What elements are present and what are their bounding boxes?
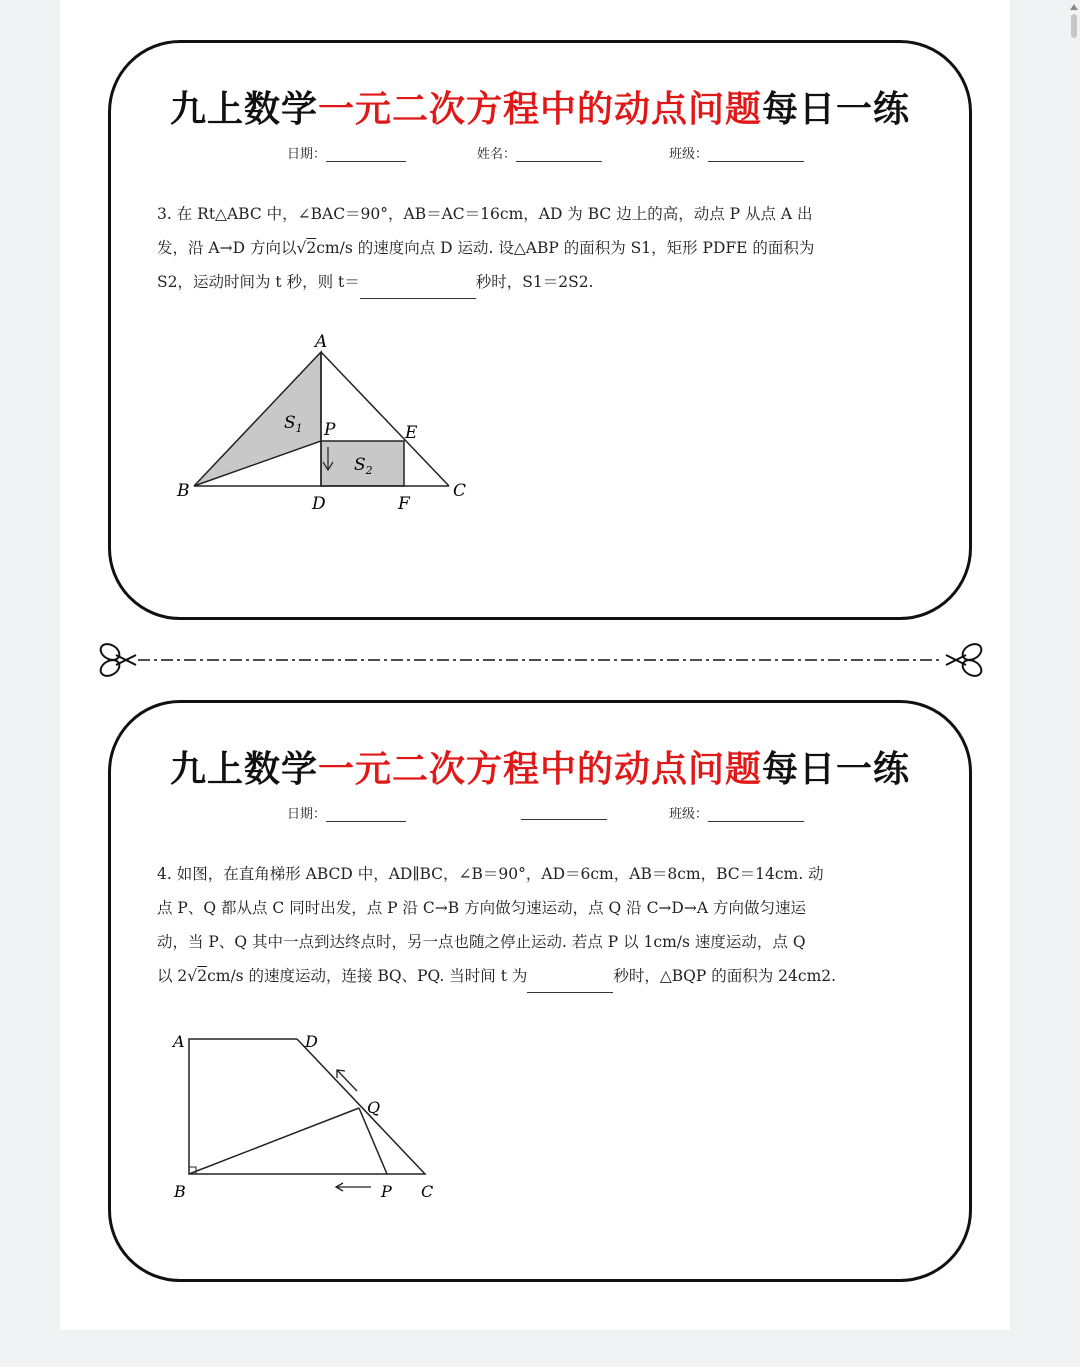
- label-D: D: [312, 494, 326, 514]
- scroll-thumb[interactable]: [1071, 14, 1077, 38]
- scissors-icon: [98, 641, 136, 679]
- scissors-icon: [946, 641, 984, 679]
- label-C: C: [421, 1182, 434, 1201]
- date-field[interactable]: 日期：: [287, 143, 406, 162]
- class-field[interactable]: 班级：: [669, 803, 804, 822]
- label-E: E: [405, 423, 418, 443]
- label-F: F: [398, 494, 410, 514]
- region-s1: [194, 352, 321, 486]
- worksheet-title: 九上数学一元二次方程中的动点问题每日一练: [169, 88, 911, 130]
- label-D: D: [305, 1032, 318, 1051]
- info-fields: [111, 803, 969, 827]
- label-B: B: [174, 1182, 186, 1201]
- scroll-up-arrow-icon[interactable]: [1070, 4, 1078, 10]
- label-B: B: [177, 481, 190, 501]
- info-fields: [111, 143, 969, 167]
- exercise-card-4: [108, 700, 972, 1282]
- cut-line: [96, 640, 986, 680]
- label-P: P: [324, 420, 336, 440]
- date-field[interactable]: 日期：: [287, 803, 406, 822]
- label-A: A: [315, 332, 328, 352]
- label-P: P: [381, 1182, 392, 1201]
- exercise-card-3: [108, 40, 972, 620]
- scrollbar[interactable]: [1068, 0, 1080, 1367]
- trapezoid-figure: [161, 1025, 461, 1205]
- answer-blank[interactable]: [360, 280, 476, 299]
- triangle-figure: [171, 331, 491, 521]
- problem-3-text: 3. 在 Rt△ABC 中，∠BAC＝90°，AB＝AC＝16cm，AD 为 BC 边上的高，动点 P 从点 A 出 发，沿 A→D 方向以√2cm/s 的速度向点 D 运动. 设△ABP 的面积为 S1，矩形 PDFE 的面积为 S2，运动时间为 t 秒，则 t＝ 秒时，S1＝2S2.: [157, 197, 931, 299]
- problem-4-text: 4. 如图，在直角梯形 ABCD 中，AD∥BC，∠B＝90°，AD＝6cm，AB＝8cm，BC＝14cm. 动 点 P、Q 都从点 C 同时出发，点 P 沿 C→B 方向做匀速运动，点 Q 沿 C→D→A 方向做匀速运 动，当 P、Q 其中一点到达终点时，另一点也随之停止运动. 若点 P 以 1cm/s 速度运动，点 Q 以 2√2cm/s 的速度运动，连接 BQ、PQ. 当时间 t 为 秒时，△BQP 的面积为 24cm2.: [157, 857, 931, 993]
- label-C: C: [453, 481, 467, 501]
- name-field[interactable]: [521, 803, 607, 820]
- answer-blank[interactable]: [527, 974, 613, 993]
- label-Q: Q: [367, 1098, 381, 1117]
- arrow-up-left-icon: [337, 1070, 357, 1091]
- class-field[interactable]: 班级：: [669, 143, 804, 162]
- label-S1: $S_1$: [284, 413, 303, 435]
- name-field[interactable]: 姓名：: [477, 143, 602, 162]
- label-A: A: [173, 1032, 185, 1051]
- worksheet-title: 九上数学一元二次方程中的动点问题每日一练: [169, 748, 911, 790]
- label-S2: $S_2$: [354, 455, 373, 477]
